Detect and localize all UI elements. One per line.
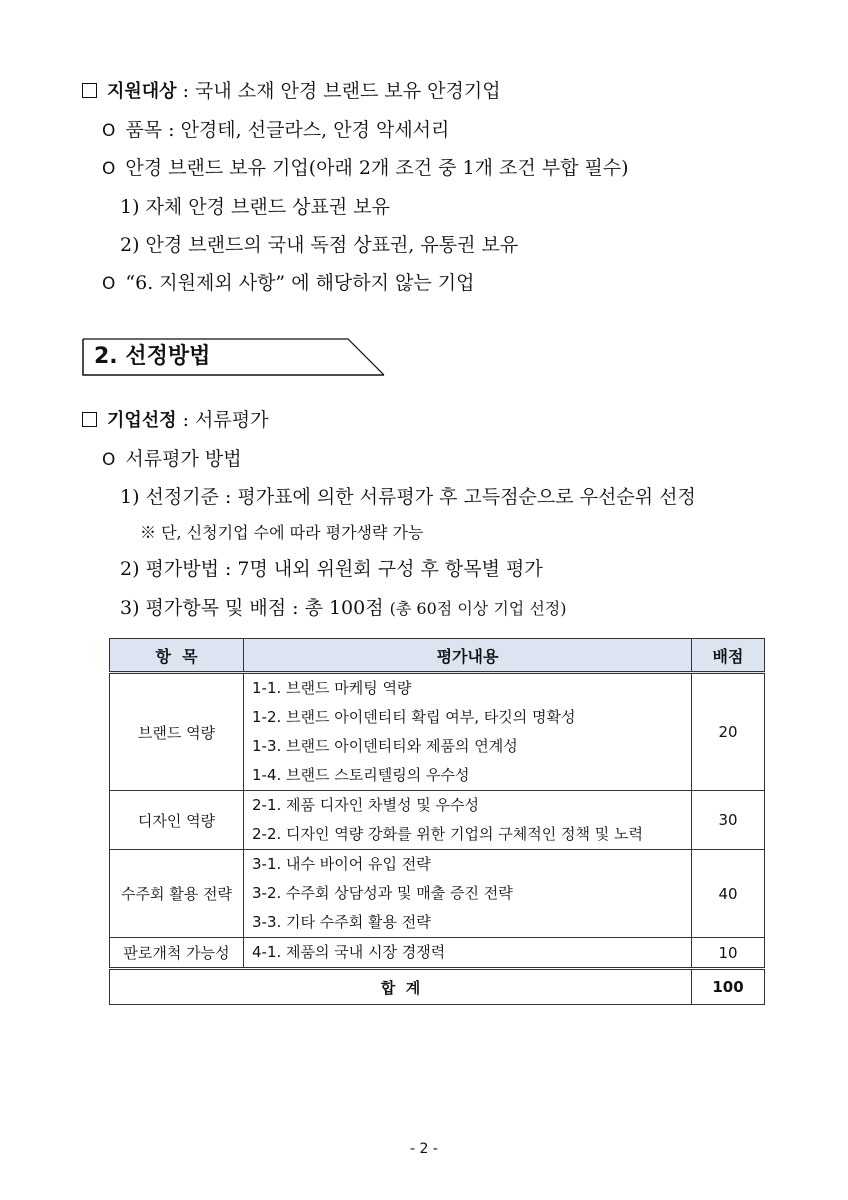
selection-note: ※ 단, 신청기업 수에 따라 평가생략 가능: [140, 523, 424, 542]
evaluation-table: [109, 638, 765, 1005]
step3-main: 3) 평가항목 및 배점 : 총 100점: [120, 597, 390, 619]
table-row: [110, 673, 765, 791]
score-cell: 40: [692, 850, 765, 938]
target-item-3: [102, 270, 475, 297]
target-item-text: “6. 지원제외 사항” 에 해당하지 않는 기업: [125, 272, 475, 294]
total-score: 100: [692, 969, 765, 1005]
eval-item: 3-1. 내수 바이어 유입 전략: [252, 855, 431, 873]
target-item-2: [102, 155, 629, 182]
selection-label: 기업선정: [107, 410, 177, 431]
selection-text: : 서류평가: [182, 409, 269, 431]
selection-method: [102, 446, 242, 473]
target-item-1: [102, 117, 449, 144]
selection-step-3: [120, 595, 566, 622]
category-cell: 판로개척 가능성: [110, 938, 244, 969]
total-label: 합 계: [110, 969, 692, 1005]
score-cell: 10: [692, 938, 765, 969]
square-bullet-icon: [82, 83, 97, 98]
eval-item: 1-4. 브랜드 스토리텔링의 우수성: [252, 766, 470, 784]
eval-item: 4-1. 제품의 국내 시장 경쟁력: [252, 943, 446, 961]
header-content: 평가내용: [244, 639, 692, 673]
circle-bullet-icon: O: [102, 121, 116, 141]
circle-bullet-icon: O: [102, 274, 116, 294]
selection-step-1: 1) 선정기준 : 평가표에 의한 서류평가 후 고득점순으로 우선순위 선정: [120, 486, 696, 508]
content-cell: [244, 673, 692, 791]
eval-item: 1-3. 브랜드 아이덴티티와 제품의 연계성: [252, 737, 518, 755]
page-number: - 2 -: [410, 1141, 438, 1157]
table-header-row: [110, 639, 765, 673]
target-item-text: 품목 : 안경테, 선글라스, 안경 악세서리: [125, 119, 450, 141]
content-cell: [244, 791, 692, 850]
eval-item: 3-2. 수주회 상담성과 및 매출 증진 전략: [252, 884, 513, 902]
circle-bullet-icon: O: [102, 159, 116, 179]
target-text: : 국내 소재 안경 브랜드 보유 안경기업: [182, 80, 501, 102]
target-sub-item-1: 1) 자체 안경 브랜드 상표권 보유: [120, 196, 390, 218]
section-heading: [82, 338, 384, 376]
eval-item: 1-2. 브랜드 아이덴티티 확립 여부, 타깃의 명확성: [252, 708, 576, 726]
selection-step-2: 2) 평가방법 : 7명 내외 위원회 구성 후 항목별 평가: [120, 558, 543, 580]
table-row: [110, 850, 765, 938]
table-total-row: [110, 969, 765, 1005]
header-score: 배점: [692, 639, 765, 673]
table-row: [110, 938, 765, 969]
square-bullet-icon: [82, 412, 97, 427]
content-cell: [244, 938, 692, 969]
circle-bullet-icon: O: [102, 450, 116, 470]
eval-item: 3-3. 기타 수주회 활용 전략: [252, 913, 431, 931]
category-cell: 수주회 활용 전략: [110, 850, 244, 938]
target-item-text: 안경 브랜드 보유 기업(아래 2개 조건 중 1개 조건 부합 필수): [125, 157, 629, 179]
step3-small: (총 60점 이상 기업 선정): [389, 599, 567, 618]
eval-item: 2-2. 디자인 역량 강화를 위한 기업의 구체적인 정책 및 노력: [252, 825, 643, 843]
score-cell: 20: [692, 673, 765, 791]
section-title: 2. 선정방법: [94, 344, 211, 369]
target-label: 지원대상: [107, 81, 177, 102]
score-cell: 30: [692, 791, 765, 850]
target-heading: [82, 78, 501, 105]
category-cell: 디자인 역량: [110, 791, 244, 850]
category-cell: 브랜드 역량: [110, 673, 244, 791]
table-row: [110, 791, 765, 850]
eval-item: 2-1. 제품 디자인 차별성 및 우수성: [252, 796, 479, 814]
selection-heading: [82, 407, 268, 434]
content-cell: [244, 850, 692, 938]
eval-item: 1-1. 브랜드 마케팅 역량: [252, 679, 412, 697]
target-sub-item-2: 2) 안경 브랜드의 국내 독점 상표권, 유통권 보유: [120, 234, 519, 256]
selection-method-title: 서류평가 방법: [125, 448, 242, 470]
header-category: 항 목: [110, 639, 244, 673]
